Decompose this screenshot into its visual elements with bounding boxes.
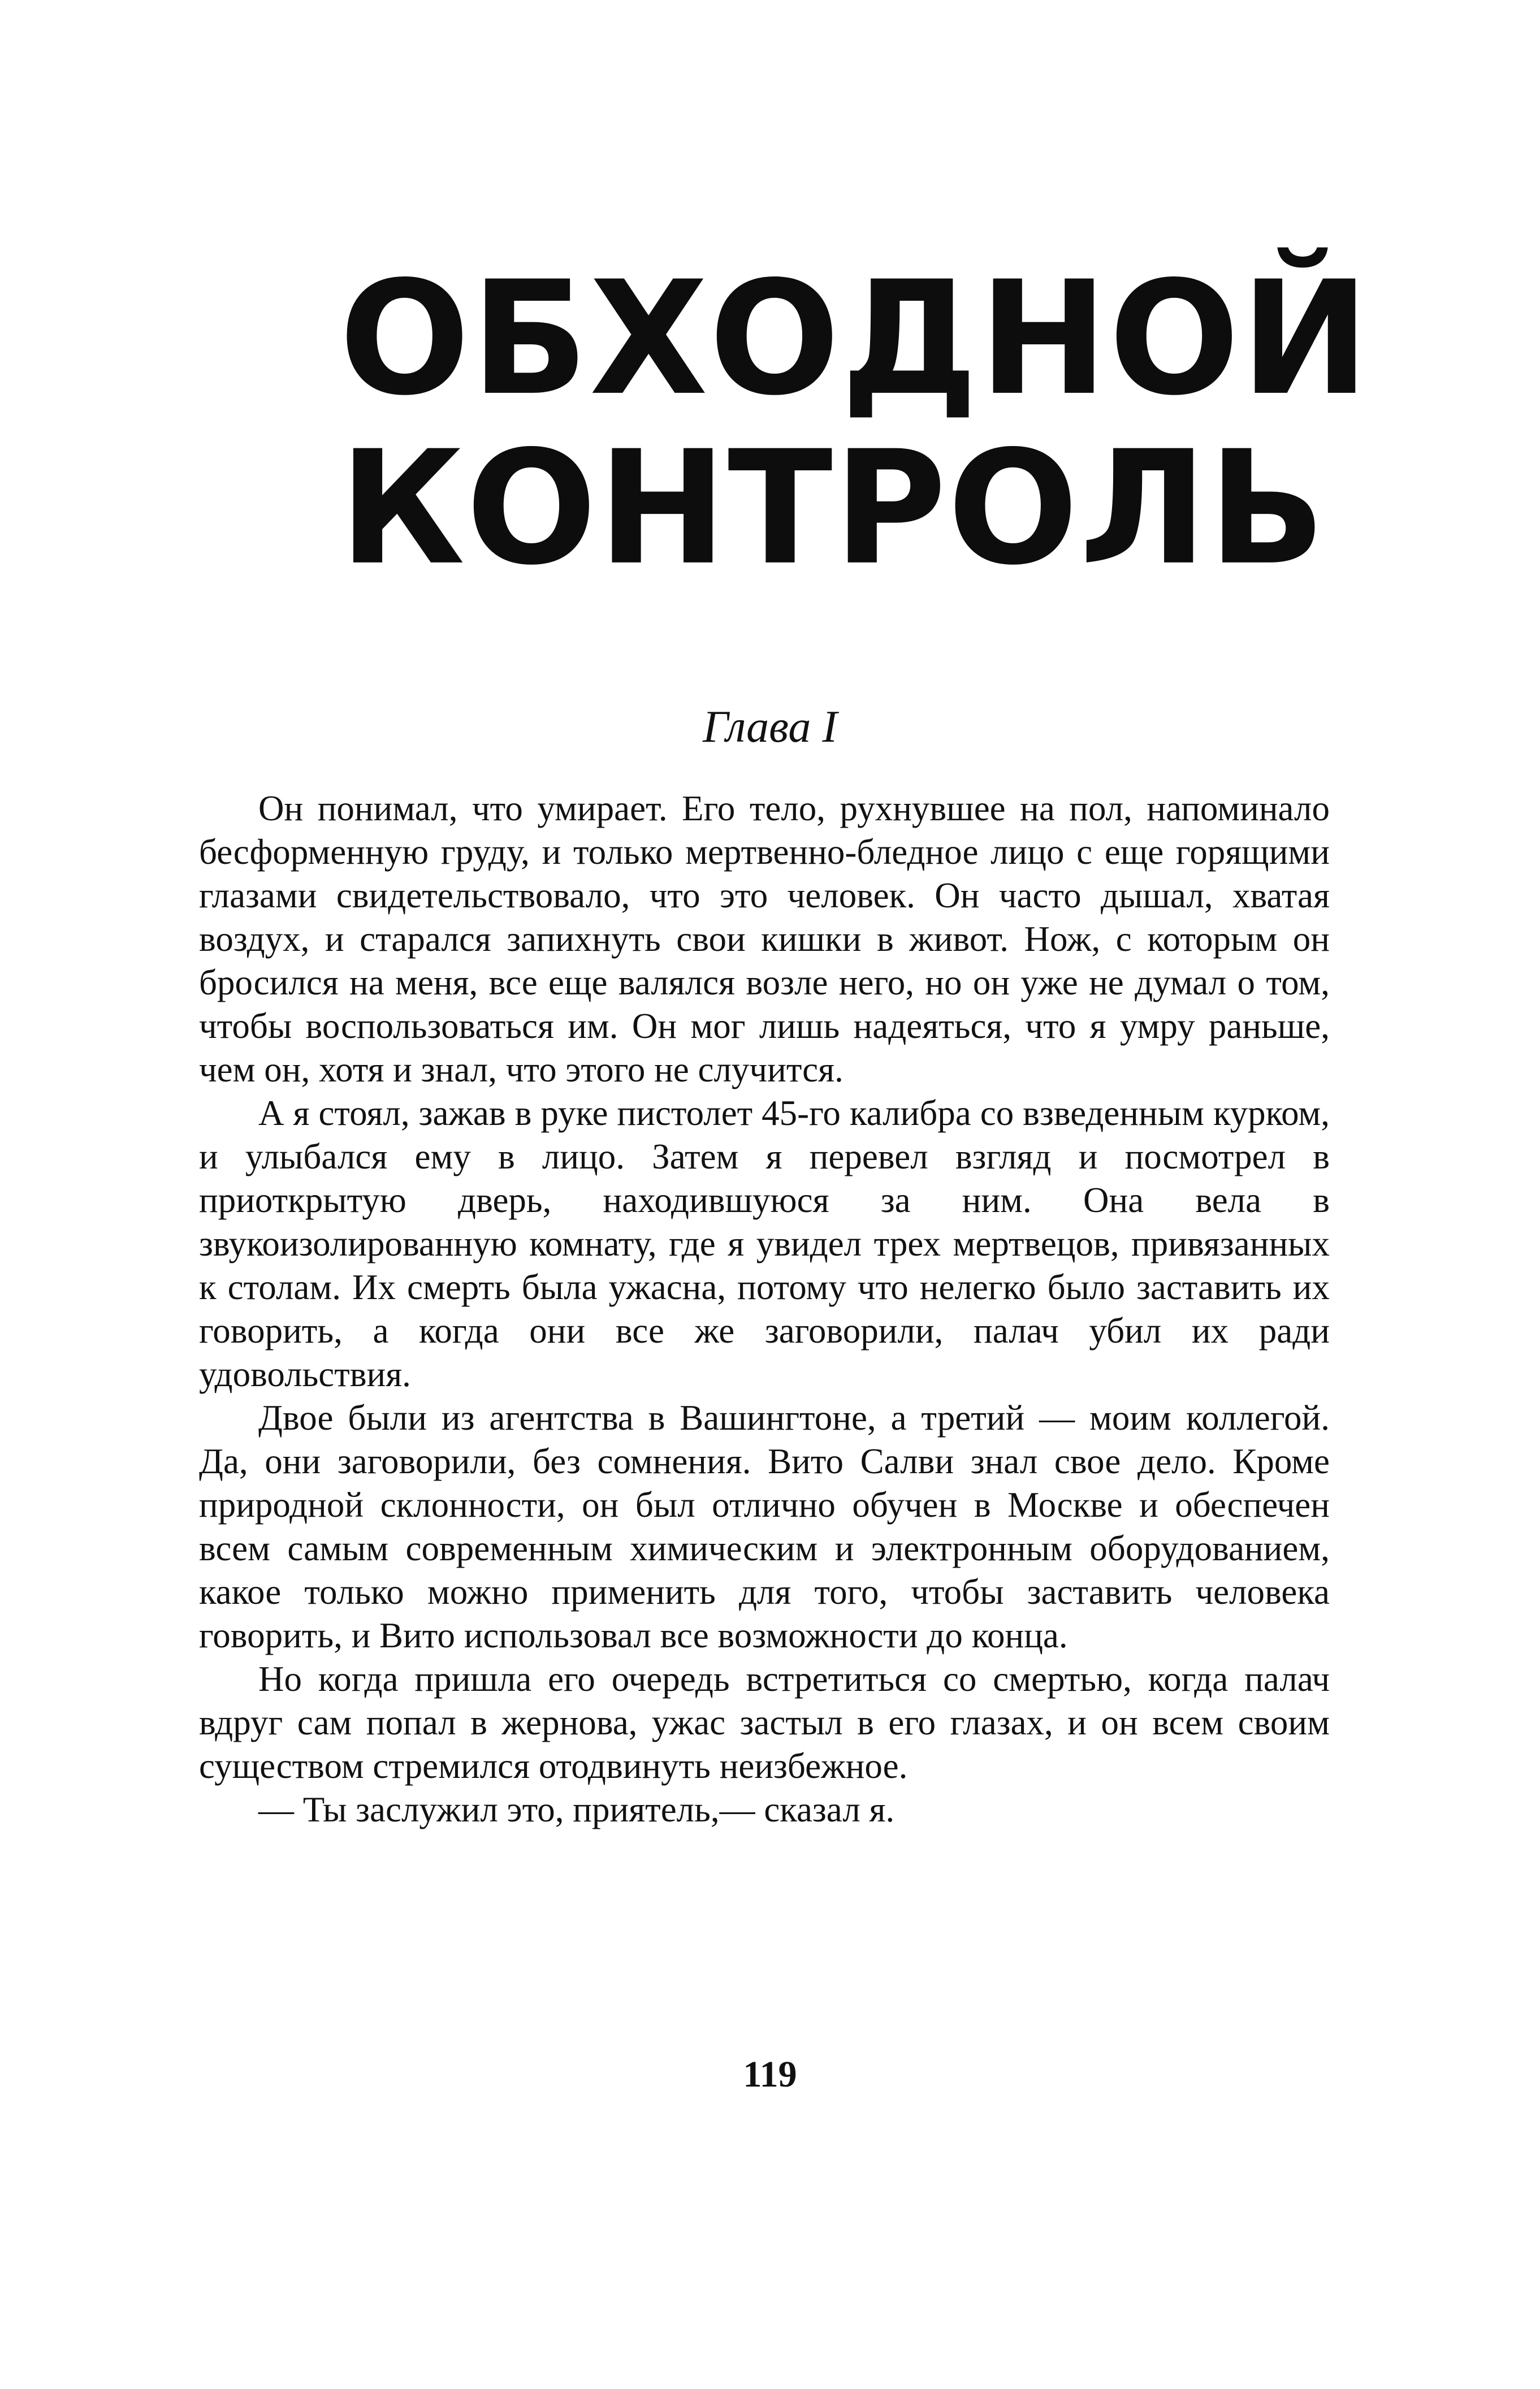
- paragraph: Двое были из агентства в Вашингтоне, а третий — моим коллегой. Да, они заговорили, без сомнения. Вито Салви знал свое дело. Кроме природной склонности, он был отлично обучен в Москве и обеспечен всем самым современным химическим и электронным оборудованием, какое только можно применить для того, чтобы заставить человека говорить, и Вито использовал все возможности до конца.: [199, 1398, 1330, 1655]
- paragraph: Он понимал, что умирает. Его тело, рухнувшее на пол, напоминало бесформенную груду, и только мертвенно-бледное лицо с еще горящими глазами свидетельствовало, что это человек. Он часто дышал, хватая воздух, и старался запихнуть свои кишки в живот. Нож, с которым он бросился на меня, все еще валялся возле него, но он уже не думал о том, чтобы воспользоваться им. Он мог лишь надеяться, что я умру раньше, чем он, хотя и знал, что этого не случится.: [199, 789, 1330, 1089]
- story-title-line-1: ОБХОДНОЙ: [339, 248, 1371, 431]
- chapter-body: [199, 787, 1330, 1832]
- page-number: 119: [743, 2054, 797, 2095]
- paragraph: Но когда пришла его очередь встретиться со смертью, когда палач вдруг сам попал в жернова, ужас застыл в его глазах, и он всем своим существом стремился отодвинуть неизбежное.: [199, 1659, 1330, 1786]
- chapter-heading: Глава I: [703, 702, 837, 752]
- story-title-line-2: КОНТРОЛЬ: [339, 417, 1327, 600]
- dialogue-line: — Ты заслужил это, приятель,— сказал я.: [258, 1790, 895, 1829]
- story-title: [339, 248, 1371, 600]
- paragraph: А я стоял, зажав в руке пистолет 45-го калибра со взведенным курком, и улыбался ему в лицо. Затем я перевел взгляд и посмотрел в приоткрытую дверь, находившуюся за ним. Она вела в звукоизолированную комнату, где я увидел трех мертвецов, привязанных к столам. Их смерть была ужасна, потому что нелегко было заставить их говорить, а когда они все же заговорили, палач убил их ради удовольствия.: [199, 1093, 1330, 1394]
